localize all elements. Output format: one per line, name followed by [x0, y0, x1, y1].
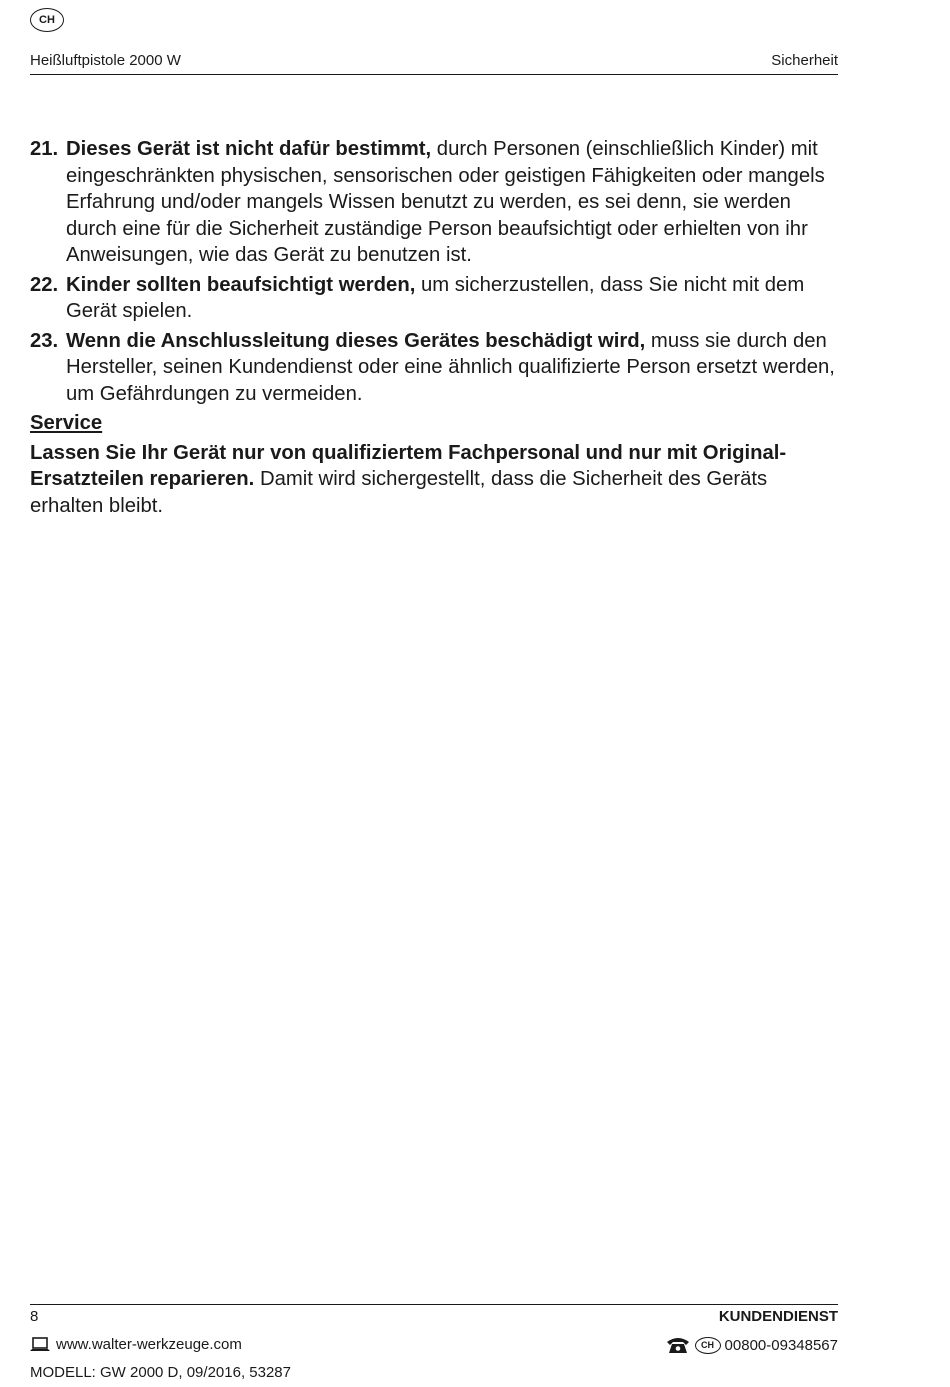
item-body: muss sie durch den Hersteller, seinen Kundendienst oder eine ähnlich qualifizierte Person ersetzt werden, um Gefährdungen zu vermeiden. [66, 329, 835, 405]
item-text [66, 272, 842, 325]
service-title: Service [30, 412, 103, 434]
footer-divider [30, 1304, 838, 1305]
item-number: 21. [30, 138, 59, 160]
item-bold: Dieses Gerät ist nicht dafür bestimmt, [66, 138, 432, 160]
service-body: Damit wird sichergestellt, dass die Sicherheit des Geräts erhalten bleibt. [30, 468, 768, 517]
model-info: MODELL: GW 2000 D, 09/2016, 53287 [30, 1364, 291, 1381]
item-text [66, 136, 842, 269]
item-number: 22. [30, 273, 59, 296]
phone-country-badge: CH [695, 1337, 721, 1354]
footer-phone [665, 1336, 838, 1354]
page-content [30, 136, 842, 519]
item-text [66, 328, 842, 408]
list-item [30, 328, 842, 408]
page-number: 8 [30, 1308, 39, 1325]
item-body: durch Personen (einschließlich Kinder) mit eingeschränkten physischen, sensorischen oder geistigen Fähigkeiten oder mangels Erfahrung und/oder mangels Wissen benutzt zu werden, es sei denn, sie werden durch eine für die Sicherheit zuständige Person beaufsichtigt oder erhielten von ihr Anweisungen, wie das Gerät zu benutzen ist. [66, 138, 825, 266]
country-badge: CH [30, 8, 64, 32]
footer-website[interactable] [30, 1336, 242, 1353]
laptop-icon [30, 1337, 50, 1353]
item-bold: Wenn die Anschlussleitung dieses Gerätes beschädigt wird, [66, 329, 646, 352]
footer-kundendienst: KUNDENDIENST [718, 1308, 838, 1325]
service-bold: Lassen Sie Ihr Gerät nur von qualifiziertem Fachpersonal und nur mit Original-Ersatzteilen reparieren. [30, 441, 787, 490]
item-number: 23. [30, 329, 59, 352]
list-item [30, 272, 842, 325]
list-item [30, 136, 842, 269]
header-title: Heißluftpistole 2000 W [30, 52, 181, 69]
page-header [30, 52, 838, 75]
item-bold: Kinder sollten beaufsichtigt werden, [66, 273, 416, 296]
header-section: Sicherheit [771, 52, 838, 69]
phone-number: 00800-09348567 [724, 1336, 838, 1354]
service-paragraph [30, 440, 842, 520]
phone-icon [665, 1336, 691, 1354]
website-link[interactable]: www.walter-werkzeuge.com [56, 1336, 242, 1353]
item-body: um sicherzustellen, dass Sie nicht mit dem Gerät spielen. [66, 273, 805, 322]
